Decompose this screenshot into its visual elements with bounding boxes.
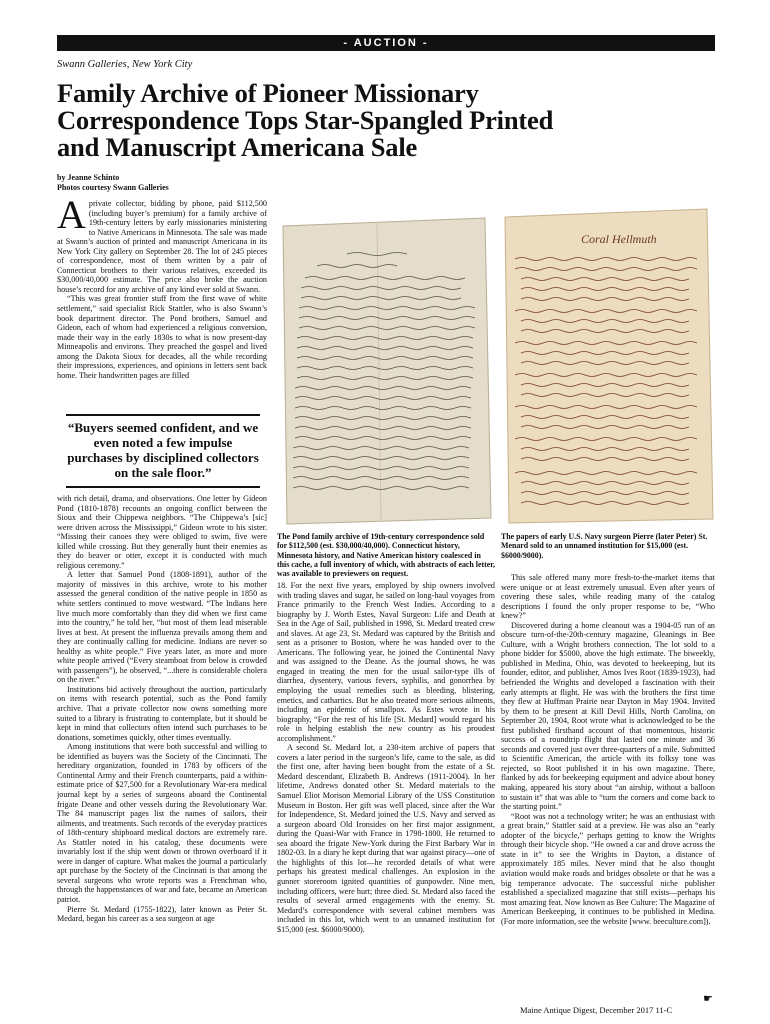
pointing-hand-icon: ☛: [703, 993, 713, 1005]
caption-pond-archive: The Pond family archive of 19th-century correspondence sold for $112,500 (est. $30,000/40,000). Connecticut history, Minnesota history, and Native American history coalesced in this cache, a full inventory of which, with abstracts of each letter, was available to previewers on request.: [277, 532, 495, 579]
body-paragraph: This sale offered many more fresh-to-the-market items that were unique or at least extremely unusual. Even after years of covering these sales, while reading many of the catalog descriptions I found the only proper response to be, “Who knew?”: [501, 573, 715, 621]
article-column-1-bottom: [57, 494, 267, 970]
body-paragraph: “This was great frontier stuff from the first wave of white settlement,” said specialist Rick Stattler, who is also Swann’s book department director. The Pond brothers, Samuel and Gideon, each of whom had experienced a religious conversion, made their way in the early 1830s to what is now present-day Minneapolis and environs. They preached the gospel and lived among the Dakota Sioux for decades, all the while recording their impressions, experiences, and opinions in letters sent back home. Their handwritten pages are filled: [57, 294, 267, 380]
byline: [57, 173, 169, 193]
body-paragraph: A letter that Samuel Pond (1808-1891), author of the majority of missives in this archive, wrote to his mother assessed the general condition of the native people in 1850 as white settlers continued to move westward. “The Indians here live much more comfortably than they did when we first came into the country,” he told her, “but most of them lead miserable lives at best. At present the influenza prevails among them and they are continually calling for medicine. Indians are never so healthy as white people.” Five years later, as more and more white people arrived (“Every steamboat from below is crowded with passengers”), he observed, “...there is considerable cholera on the river.”: [57, 570, 267, 685]
article-column-3: [501, 573, 715, 989]
drop-cap: A: [57, 199, 86, 237]
body-paragraph: Institutions bid actively throughout the auction, particularly on items with research potential, such as the Pond family archive. That a private collector now owns something more suited to a library is frustrating to contemplate, but it should be kept in mind that collectors often intend such purchases to be donations, sometimes quickly, other times eventually.: [57, 684, 267, 742]
headline: Family Archive of Pioneer Missionary Correspondence Tops Star-Spangled Printed and Manuscript Americana Sale: [57, 78, 554, 162]
page-footer: Maine Antique Digest, December 2017 11-C: [520, 1005, 673, 1015]
body-paragraph: 18. For the next five years, employed by ship owners involved with trading slaves and sugar, he sailed on long-haul voyages from France primarily to the French West Indies. According to a biography by J. Worth Estes, Naval Surgeon: Life and Death at Sea in the Age of Sail, published in 1998, St. Medard treated crew and slaves. At age 23, St. Medard was captured by the British and sent as a prisoner to Boston, where he was handed over to the Americans. The following year, he joined the Continental Navy and was assigned to the Deane. As the journal shows, he was engaged in treating the men for the usual sailor-type ills of diarrhea, dysentery, various fevers, syphilis, and gonorrhea by employing the usual remedies such as bleeding, blistering, emetics, and cathartics. But he also treated more serious ailments, including an epidemic of smallpox. As Estes wrote in his biography, “For the rest of his life [St. Medard] would regard his role in helping establish the new country as his proudest accomplishment.”: [277, 581, 495, 743]
body-paragraph: Pierre St. Medard (1755-1822), later known as Peter St. Medard, began his career as a sea surgeon at age: [57, 904, 267, 924]
manuscript-page-image: [501, 207, 715, 525]
dateline: Swann Galleries, New York City: [57, 59, 193, 70]
body-paragraph: “Root was not a technology writer; he was an enthusiast with a great brain,” Stattler said at a preview. He was also an “early adopter of the bicycle,” perhaps getting to know the Wrights through their bicycle shop. “He owned a car and drove across the state in it” to see the Wrights in Dayton, a distance of approximately 185 miles. Never mind that he also thought aviation would make roads and bridges obsolete or that he was a big temperance advocate. The successful niche publisher established a specialized magazine that still exists—perhaps his most amazing feat. Now known as Bee Culture: The Magazine of American Beekeeping, it continues to be published in Medina. (For more information, see the website [www. beeculture.com]).: [501, 811, 715, 926]
pull-quote: “Buyers seemed confident, and we even noted a few impulse purchases by disciplined collectors on the sale floor.”: [66, 414, 260, 488]
handwritten-letter-image: [277, 214, 495, 528]
lead-paragraph: Aprivate collector, bidding by phone, paid $112,500 (including buyer’s premium) for a family archive of 19th-century letters by early missionaries ministering to Native Americans in Minnesota. The sale was made at Swann’s auction of printed and manuscript Americana in its New York City gallery on September 28. The lot of 245 pieces of correspondence, most of them written by a pair of Connecticut brothers to their various relatives, exceeded its $30,000/40,000 estimate. The price also broke the auction house’s record for any archive of any kind ever sold at Swann.: [57, 199, 267, 294]
caption-medard-papers: The papers of early U.S. Navy surgeon Pierre (later Peter) St. Menard sold to an unnamed institution for $15,000 (est. $6000/9000).: [501, 532, 708, 560]
article-column-2: [277, 581, 495, 981]
body-paragraph: with rich detail, drama, and observations. One letter by Gideon Pond (1810-1878) recounts an ongoing conflict between the Sioux and their Chippewa neighbors. “The Chippewa’s [sic] were driven across the Mississippi,” Gideon wrote to his sister. “Missing their canoes they were obliged to swim, five were killed while crossing. But they generally hunt their enemies as they do beaver or otter, except it is conducted with much religious ceremony.”: [57, 494, 267, 570]
article-column-1-top: [57, 199, 267, 409]
letter-photo: [277, 214, 495, 528]
body-paragraph: Among institutions that were both successful and willing to be identified as buyers was the Society of the Cincinnati. The hereditary organization, founded in 1783 by officers of the Continental Army and their French counterparts, paid a within-estimate price of $27,500 for a Revolutionary War-era medical journal kept by a series of surgeons aboard the Continental frigate Deane and other vessels during the Revolutionary War. The 84 manuscript pages list the names of sailors, their ailments, and treatments. Such records of the everyday practices of 18th-century shipboard medical doctors are extremely rare. As Stattler noted in his catalog, these documents were invariably lost if the ship went down or thrown overboard if it were in danger of capture. What makes the journal a particularly apt purchase by the Society of the Cincinnati is that among the several surgeons who wrote reports was a Frenchman who, through the happenstances of war and fate, became an American patriot.: [57, 742, 267, 904]
body-paragraph: Discovered during a home cleanout was a 1904-05 run of an obscure turn-of-the-20th-century magazine, Gleanings in Bee Culture, with a Wright brothers connection. The lot sold to a phone bidder for $5000, above the high estimate. The biweekly, published in Medina, Ohio, was devoted to beekeeping, but its founder, editor, and publisher, Amos Ives Root (1839-1923), had befriended the Wrights and developed a fascination with their early attempts at flight. He was with the brothers the first time they flew at Huffman Prairie near Dayton in May 1904. Invited by them to be present at Kill Devil Hills, North Carolina, on September 20, 1904, Root wrote what is acknowledged to be the first published firsthand account of that momentous, historic success of a roundtrip flight that lasted one minute and 36 seconds and covered just over three-quarters of a mile. Submitted to Scientific American, the article with its folksy tone was rejected, so Root published it in his own magazine. There, flanked by ads for beekeeping equipment and advice about honey making, appeared his story about “an airship, without a balloon to sustain it” that was able to “turn the corners and come back to the starting point.”: [501, 620, 715, 812]
photo-credit: Photos courtesy Swann Galleries: [57, 183, 169, 192]
author-credit: by Jeanne Schinto: [57, 173, 120, 182]
manuscript-heading: Coral Hellmuth: [581, 232, 657, 246]
section-banner: - AUCTION -: [57, 35, 715, 51]
medard-papers-photo: [501, 207, 715, 525]
body-paragraph: A second St. Medard lot, a 230-item archive of papers that covers a later period in the surgeon’s life, came to the sale, as did the first one, after having been bought from the estate of a St. Medard descendant, Elizabeth B. Andrews (1911-2004). In her lifetime, Andrews donated other St. Medard materials to the Samuel Eliot Morison Memorial Library of the USS Constitution Museum in Boston. Her gift was well placed, since after the War for Independence, St. Medard joined the U.S. Navy and served as a surgeon aboard Old Ironsides on her first major assignment, during the Quasi-War with France in 1798-1800. He returned to sea aboard the frigate New-York during the First Barbary War in 1802-03. In a diary he kept during that war against piracy—one of the highlights of this lot—he recorded details of what were perhaps his greatest medical challenges. An explosion in the gunner storeroom ignited quantities of gunpowder. Nine men, including officers, were hurt; three died. St. Medard also faced the results of several armed engagements with the enemy. St. Medard’s correspondence with several cabinet members was included in this lot, which went to an unnamed institution for $15,000 (est. $6000/9000).: [277, 743, 495, 934]
